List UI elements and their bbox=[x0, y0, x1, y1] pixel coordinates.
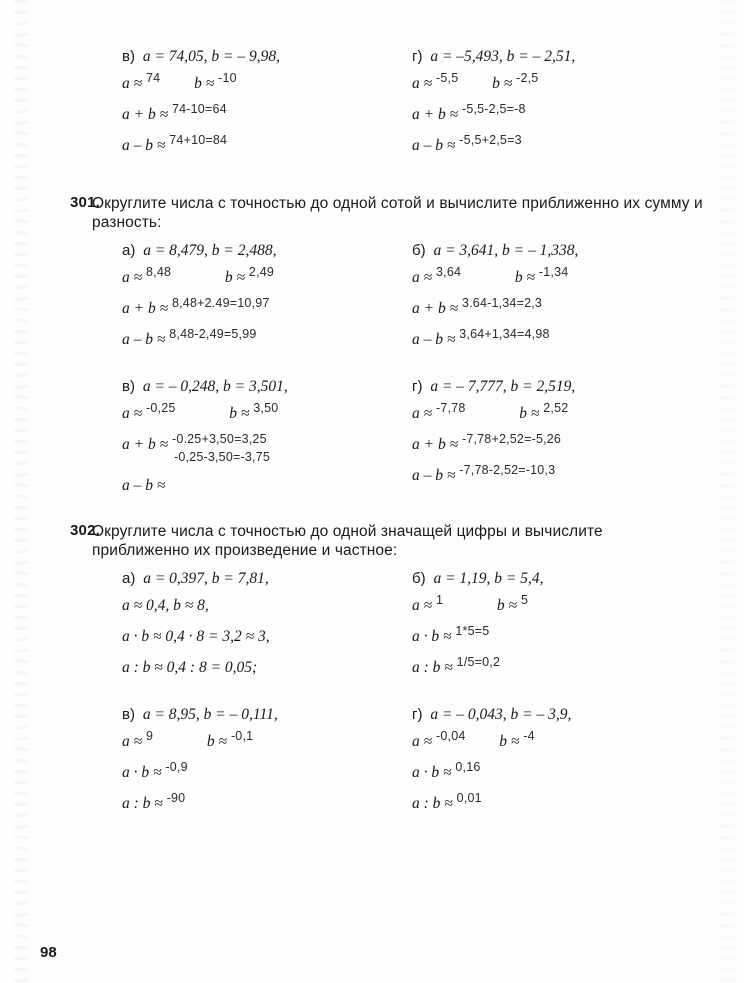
printed-a-approx: a ≈ bbox=[412, 75, 433, 92]
subitem-g bbox=[412, 378, 702, 508]
printed-sum: a + b ≈ bbox=[122, 106, 169, 123]
subitem-v bbox=[122, 378, 412, 508]
answer-line-quotient bbox=[122, 659, 412, 677]
printed-quotient: a : b ≈ bbox=[412, 659, 453, 676]
answer-line-diff bbox=[122, 327, 412, 349]
printed-sum: a + b ≈ bbox=[122, 300, 169, 317]
printed-quotient: a : b ≈ 0,4 : 8 = 0,05; bbox=[122, 659, 258, 676]
answer-line-product bbox=[412, 760, 702, 782]
answer-line-sum bbox=[412, 296, 702, 318]
answer-line-quotient bbox=[412, 655, 702, 677]
handwritten-a-value: 3,64 bbox=[436, 265, 462, 279]
printed-quotient: a : b ≈ bbox=[412, 795, 453, 812]
subitem-v bbox=[122, 706, 412, 826]
printed-product: a · b ≈ bbox=[122, 764, 162, 781]
printed-sum: a + b ≈ bbox=[412, 300, 459, 317]
printed-b-approx: b ≈ bbox=[194, 75, 215, 92]
subitem-b bbox=[412, 242, 702, 362]
given-values: a = 3,641, b = – 1,338, bbox=[433, 242, 579, 259]
given-values: a = 8,479, b = 2,488, bbox=[143, 242, 277, 259]
exercise-body bbox=[40, 242, 704, 508]
subitem-label: б) bbox=[412, 570, 426, 587]
answer-line-diff bbox=[412, 327, 702, 349]
given-values: a = – 0,043, b = – 3,9, bbox=[430, 706, 572, 723]
handwritten-sum-value: -7,78+2,52=-5,26 bbox=[461, 432, 562, 446]
handwritten-sum-value: -5,5-2,5=-8 bbox=[461, 102, 526, 116]
handwritten-a-value: 74 bbox=[146, 71, 161, 85]
printed-a-approx: a ≈ bbox=[122, 405, 143, 422]
printed-diff: a – b ≈ bbox=[122, 477, 166, 494]
printed-b-approx: b ≈ bbox=[206, 733, 228, 750]
handwritten-b-value: -1,34 bbox=[538, 265, 569, 279]
exercise-number: 301. bbox=[70, 194, 100, 211]
subitem-label: г) bbox=[412, 378, 423, 395]
handwritten-a-value: -5,5 bbox=[436, 71, 459, 85]
handwritten-product-value: 0,16 bbox=[455, 760, 481, 774]
subitem-label: в) bbox=[122, 706, 135, 723]
printed-a-approx: a ≈ bbox=[412, 733, 433, 750]
subitem-g bbox=[412, 706, 702, 826]
handwritten-sum-value: 3.64-1,34=2,3 bbox=[461, 296, 543, 310]
subitem-label-and-given bbox=[122, 706, 412, 724]
answer-line-approx bbox=[122, 265, 412, 287]
subitems-row-vg bbox=[40, 706, 704, 826]
subitem-label-and-given bbox=[122, 242, 412, 260]
given-values: a = – 0,248, b = 3,501, bbox=[142, 378, 288, 395]
printed-quotient: a : b ≈ bbox=[122, 795, 163, 812]
exercise-301 bbox=[40, 194, 704, 508]
subitems-row-ab bbox=[40, 242, 704, 362]
subitems-row-ab bbox=[40, 570, 704, 690]
printed-diff: a – b ≈ bbox=[122, 331, 166, 348]
answer-line-diff bbox=[122, 133, 412, 155]
exercise-300-continuation bbox=[40, 48, 704, 168]
answer-line-sum bbox=[122, 296, 412, 318]
subitem-label-and-given bbox=[412, 242, 702, 260]
subitem-label-and-given bbox=[122, 48, 412, 66]
page-edge-noise-left bbox=[14, 0, 28, 983]
exercise-instruction: Округлите числа с точностью до одной значащей цифры и вычислите приближенно их произведение и частное: bbox=[92, 523, 603, 559]
answer-line-approx bbox=[412, 71, 702, 93]
handwritten-b-value: -10 bbox=[218, 71, 237, 85]
printed-a-approx: a ≈ bbox=[122, 75, 143, 92]
page-number: 98 bbox=[40, 944, 57, 961]
printed-b-approx: b ≈ bbox=[496, 597, 518, 614]
printed-b-approx: b ≈ bbox=[224, 269, 246, 286]
answer-line-approx bbox=[412, 729, 702, 751]
given-values: a = 74,05, b = – 9,98, bbox=[142, 48, 281, 65]
answer-line-sum bbox=[122, 432, 412, 468]
subitem-v bbox=[122, 48, 412, 168]
handwritten-b-value: -2,5 bbox=[516, 71, 539, 85]
handwritten-quotient-value: 0,01 bbox=[456, 791, 482, 805]
printed-diff: a – b ≈ bbox=[122, 137, 166, 154]
handwritten-a-value: 8,48 bbox=[146, 265, 172, 279]
printed-a-approx: a ≈ bbox=[412, 405, 433, 422]
printed-a-approx: a ≈ bbox=[412, 597, 433, 614]
handwritten-b-value: -4 bbox=[523, 729, 535, 743]
printed-product: a · b ≈ 0,4 · 8 = 3,2 ≈ 3, bbox=[122, 628, 270, 645]
handwritten-b-value: 2,49 bbox=[248, 265, 275, 279]
printed-diff: a – b ≈ bbox=[412, 467, 456, 484]
answer-line-sum bbox=[122, 102, 412, 124]
subitem-label: в) bbox=[122, 378, 135, 395]
handwritten-sum-value: 8,48+2.49=10,97 bbox=[171, 296, 270, 310]
handwritten-a-value: -0,25 bbox=[146, 401, 176, 415]
answer-line-product bbox=[122, 760, 412, 782]
subitem-label: б) bbox=[412, 242, 426, 259]
subitem-label-and-given bbox=[412, 378, 702, 396]
answer-line-product bbox=[122, 628, 412, 646]
handwritten-a-value: -7,78 bbox=[436, 401, 466, 415]
handwritten-b-value: 2,52 bbox=[543, 401, 569, 415]
subitem-b bbox=[412, 570, 702, 690]
exercise-instruction: Округлите числа с точностью до одной сотой и вычислите приближенно их сумму и разность: bbox=[92, 195, 703, 231]
subitem-a bbox=[122, 242, 412, 362]
handwritten-b-value: 3,50 bbox=[253, 401, 279, 415]
answer-line-product bbox=[412, 624, 702, 646]
answer-line-approx bbox=[122, 729, 412, 751]
handwritten-a-value: 9 bbox=[146, 729, 154, 743]
answer-line-diff bbox=[122, 477, 412, 495]
printed-diff: a – b ≈ bbox=[412, 331, 456, 348]
answer-line-diff bbox=[412, 463, 702, 485]
subitem-label-and-given bbox=[412, 706, 702, 724]
answer-line-approx bbox=[412, 265, 702, 287]
subitem-label-and-given bbox=[412, 48, 702, 66]
answer-line-approx bbox=[412, 401, 702, 423]
handwritten-diff-value: -7,78-2,52=-10,3 bbox=[459, 463, 556, 477]
answer-line-approx bbox=[412, 593, 702, 615]
subitem-label: в) bbox=[122, 48, 135, 65]
answer-line-sum bbox=[412, 432, 702, 454]
printed-sum: a + b ≈ bbox=[412, 106, 459, 123]
handwritten-b-value: 5 bbox=[520, 593, 529, 607]
handwritten-diff-value: 3,64+1,34=4,98 bbox=[459, 327, 550, 341]
subitem-g bbox=[412, 48, 702, 168]
subitem-a bbox=[122, 570, 412, 690]
given-values: a = 1,19, b = 5,4, bbox=[433, 570, 544, 587]
exercise-body bbox=[40, 570, 704, 826]
handwritten-a-value: -0,04 bbox=[436, 729, 466, 743]
subitem-label: а) bbox=[122, 570, 136, 587]
answer-line-quotient bbox=[122, 791, 412, 813]
handwritten-product-value: 1*5=5 bbox=[455, 624, 490, 638]
given-values: a = 8,95, b = – 0,111, bbox=[142, 706, 278, 723]
handwritten-sum-value: 74-10=64 bbox=[171, 102, 227, 116]
printed-diff: a – b ≈ bbox=[412, 137, 456, 154]
given-values: a = – 7,777, b = 2,519, bbox=[430, 378, 576, 395]
printed-product: a · b ≈ bbox=[412, 628, 452, 645]
subitem-label: г) bbox=[412, 706, 423, 723]
printed-a-approx: a ≈ bbox=[122, 733, 143, 750]
subitem-label: г) bbox=[412, 48, 423, 65]
answer-line-sum bbox=[412, 102, 702, 124]
printed-sum: a + b ≈ bbox=[122, 436, 169, 453]
printed-a-approx: a ≈ bbox=[122, 269, 143, 286]
handwritten-diff-value: 74+10=84 bbox=[169, 133, 228, 147]
subitem-label: а) bbox=[122, 242, 136, 259]
handwritten-product-value: -0,9 bbox=[165, 760, 188, 774]
subitem-label-and-given bbox=[412, 570, 702, 588]
subitems-row-vg bbox=[40, 378, 704, 508]
printed-approx: a ≈ 0,4, b ≈ 8, bbox=[122, 597, 209, 614]
printed-product: a · b ≈ bbox=[412, 764, 452, 781]
handwritten-diff-value: 8,48-2,49=5,99 bbox=[169, 327, 257, 341]
subitem-label-and-given bbox=[122, 378, 412, 396]
exercise-heading bbox=[40, 522, 704, 560]
printed-sum: a + b ≈ bbox=[412, 436, 459, 453]
answer-line-approx bbox=[122, 597, 412, 615]
printed-b-approx: b ≈ bbox=[492, 75, 513, 92]
handwritten-quotient-value: -90 bbox=[166, 791, 186, 805]
answer-line-quotient bbox=[412, 791, 702, 813]
handwritten-sum-value-extra: -0,25-3,50=-3,75 bbox=[174, 450, 270, 464]
handwritten-quotient-value: 1/5=0,2 bbox=[456, 655, 501, 669]
answer-line-approx bbox=[122, 71, 412, 93]
handwritten-b-value: -0,1 bbox=[230, 729, 254, 743]
printed-a-approx: a ≈ bbox=[412, 269, 433, 286]
exercise-number: 302. bbox=[70, 522, 100, 539]
answer-line-approx bbox=[122, 401, 412, 423]
answer-line-diff bbox=[412, 133, 702, 155]
handwritten-diff-value: -5,5+2,5=3 bbox=[459, 133, 522, 147]
handwritten-sum-value: -0.25+3,50=3,25 bbox=[171, 432, 267, 446]
printed-b-approx: b ≈ bbox=[519, 405, 540, 422]
given-values: a = –5,493, b = – 2,51, bbox=[430, 48, 576, 65]
subitem-label-and-given bbox=[122, 570, 412, 588]
given-values: a = 0,397, b = 7,81, bbox=[143, 570, 269, 587]
printed-b-approx: b ≈ bbox=[229, 405, 250, 422]
exercise-302 bbox=[40, 522, 704, 826]
printed-b-approx: b ≈ bbox=[499, 733, 520, 750]
printed-b-approx: b ≈ bbox=[514, 269, 536, 286]
handwritten-a-value: 1 bbox=[436, 593, 444, 607]
exercise-heading bbox=[40, 194, 704, 232]
page-edge-noise-right bbox=[720, 0, 734, 983]
